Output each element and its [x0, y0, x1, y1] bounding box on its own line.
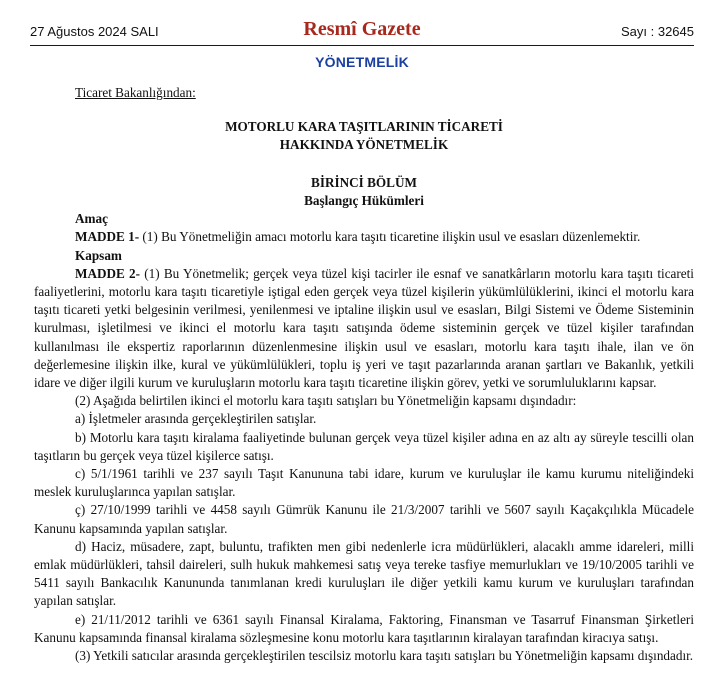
part-subtitle: Başlangıç Hükümleri — [304, 193, 424, 209]
article-2-p1-text: (1) Bu Yönetmelik; gerçek veya tüzel kişi tacirler ile esnaf ve sanatkârların motorlu kara taşıtı ticareti faaliyetlerini, motorlu kara taşıtı ticaretiyle iştigal eden gerçek veya tüzel kişilerin yükümlülüklerini, ikinci el motorlu kara taşıtı ticareti yetki belgesinin verilmesi, yenilenmesi ve iptaline ilişkin usul ve esasları, Bilgi Sistemi ve Ödeme Sisteminin kurulması, işletilmesi ve ikinci el motorlu kara taşıtı satışında ödeme sisteminin gerçek ve tüzel kişiler tarafından kullanılması ile ekspertiz raporlarının düzenlenmesine ilişkin usul ve esasları, motorlu kara taşıtı ihale, ilan ve ön değerlemesine ilişkin ilke, kural ve yükümlülükleri, toplu iş yeri ve taşıt pazarlarında aranan şartları ve Bakanlık, yetkili idare ve diğer ilgili kurum ve kuruluşların motorlu kara taşıtı ticaretine ilişkin görev, yetki ve sorumluluklarını kapsar. — [34, 265, 694, 391]
list-item-e: e) 21/11/2012 tarihli ve 6361 sayılı Finansal Kiralama, Faktoring, Finansman ve Tasarruf Finansman Şirketleri Kanunu kapsamında finansal kiralama sözleşmesine konu motorlu kara taşıtlarının kiralayan tarafından kiracıya satışı. — [34, 611, 694, 645]
list-item-c: c) 5/1/1961 tarihli ve 237 sayılı Taşıt Kanununa tabi idare, kurum ve kuruluşlar ile kamu kurumu niteliğindeki meslek kuruluşlarınca yapılan satışlar. — [34, 466, 694, 500]
header-date: 27 Ağustos 2024 SALI — [30, 24, 159, 39]
article-heading-kapsam: Kapsam — [75, 247, 122, 263]
article-2-paragraph-2: (2) Aşağıda belirtilen ikinci el motorlu kara taşıtı satışları bu Yönetmeliğin kapsamı dışındadır: — [75, 393, 577, 409]
document-body — [34, 84, 694, 665]
regulation-title — [34, 118, 694, 154]
list-item-c-cedilla: ç) 27/10/1999 tarihli ve 4458 sayılı Gümrük Kanunu ile 21/3/2007 tarihli ve 5607 sayılı Kaçakçılıkla Mücadele Kanunu kapsamında yapılan satışlar. — [34, 502, 694, 536]
issue-number: Sayı : 32645 — [621, 24, 694, 39]
list-item-b: b) Motorlu kara taşıtı kiralama faaliyetinde bulunan gerçek veya tüzel kişiler adına en az altı ay süreyle tescilli olan taşıtların bu gerçek veya tüzel kişilerce satışı. — [34, 429, 694, 463]
section-type: YÖNETMELİK — [315, 54, 409, 70]
list-item-a: a) İşletmeler arasında gerçekleştirilen satışlar. — [75, 411, 317, 427]
list-item-d: d) Haciz, müsadere, zapt, buluntu, trafikten men gibi nedenlerle icra müdürlükleri, alacaklı amme idareleri, milli emlak müdürlükleri, tahsil daireleri, sulh hukuk mahkemesi satış veya tereke tasfiye memurlukları ve 19/10/2005 tarihli ve 5411 sayılı Bankacılık Kanununda tanımlanan kredi kuruluşları ile diğer yetkili kamu kurum ve kuruluşları tarafından yapılan satışlar. — [34, 538, 694, 609]
regulation-title-line-1: MOTORLU KARA TAŞITLARININ TİCARETİ — [225, 119, 503, 135]
article-1-label: MADDE 1- — [75, 229, 140, 245]
article-1-text: (1) Bu Yönetmeliğin amacı motorlu kara taşıtı ticaretine ilişkin usul ve esasları düzenlemektir. — [142, 229, 641, 245]
article-2-label: MADDE 2- — [75, 265, 141, 281]
part-heading — [34, 174, 694, 210]
article-1 — [34, 228, 694, 246]
article-2-paragraph-1 — [34, 265, 694, 392]
article-2-paragraph-3: (3) Yetkili satıcılar arasında gerçekleştirilen tescilsiz motorlu kara taşıtı satışları bu Yönetmeliğin kapsamı dışındadır. — [75, 648, 694, 664]
part-title: BİRİNCİ BÖLÜM — [311, 175, 417, 191]
gazette-title: Resmî Gazete — [303, 18, 421, 40]
issuing-ministry: Ticaret Bakanlığından: — [75, 85, 196, 100]
article-heading-amac: Amaç — [75, 211, 108, 227]
gazette-header — [30, 18, 694, 44]
header-divider — [30, 45, 694, 46]
regulation-title-line-2: HAKKINDA YÖNETMELİK — [279, 137, 449, 153]
